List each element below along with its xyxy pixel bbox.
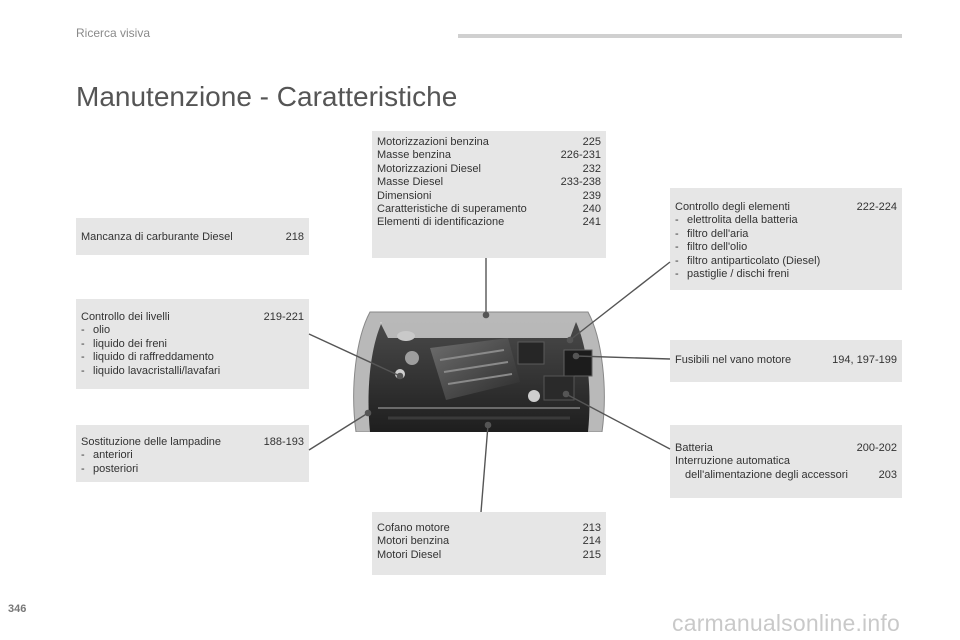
page-ref[interactable]: 226-231 — [560, 149, 601, 162]
page-ref[interactable]: 214 — [582, 535, 601, 548]
list-item: Motorizzazioni Diesel 232 — [377, 162, 601, 175]
page-ref[interactable]: 241 — [582, 216, 601, 229]
list-item: - olio — [81, 324, 111, 337]
page-ref[interactable]: 188-193 — [263, 436, 304, 448]
page-ref[interactable]: 225 — [582, 136, 601, 148]
list-item: - filtro antiparticolato (Diesel) — [675, 254, 821, 267]
list-item: - liquido lavacristalli/lavafari — [81, 364, 221, 377]
list-item: Controllo dei livelli 219-221 — [81, 311, 304, 323]
header-divider — [458, 34, 902, 38]
battery-box — [670, 425, 902, 498]
levels-box — [76, 299, 309, 389]
list-item: - filtro dell'aria — [675, 227, 749, 240]
list-item: - elettrolita della batteria — [675, 214, 798, 227]
list-item: - liquido dei freni — [81, 337, 167, 350]
page-ref[interactable]: 222-224 — [856, 201, 897, 213]
engine-specs-box — [372, 131, 606, 258]
list-item: Batteria 200-202 — [675, 442, 897, 454]
page-ref[interactable]: 219-221 — [263, 311, 304, 323]
list-item: - posteriori — [81, 462, 139, 475]
list-item: - anteriori — [81, 449, 133, 462]
list-item: - pastiglie / dischi freni — [675, 268, 790, 281]
page-ref[interactable]: 203 — [878, 468, 897, 481]
page-ref[interactable]: 200-202 — [856, 442, 897, 454]
list-item: Controllo degli elementi 222-224 — [675, 201, 897, 213]
page-ref[interactable]: 213 — [582, 522, 601, 534]
list-item: dell'alimentazione degli accessori 203 — [685, 468, 897, 481]
list-item: Caratteristiche di superamento 240 — [377, 203, 601, 216]
engine-bay-illustration — [348, 308, 610, 432]
page-ref[interactable]: 240 — [582, 203, 601, 216]
page-ref[interactable]: 194, 197-199 — [832, 354, 897, 366]
page-ref[interactable]: 232 — [582, 162, 601, 175]
list-item: Cofano motore 213 — [377, 522, 601, 534]
list-item: - liquido di raffreddamento — [81, 351, 214, 364]
list-item: Interruzione automatica — [675, 455, 790, 468]
page-title: Manutenzione - Caratteristiche — [76, 80, 458, 112]
list-item: Masse benzina 226-231 — [377, 149, 601, 162]
list-item: Masse Diesel 233-238 — [377, 176, 601, 189]
list-item: Sostituzione delle lampadine 188-193 — [81, 436, 304, 448]
elements-box — [670, 188, 902, 290]
page-ref[interactable]: 233-238 — [560, 176, 601, 189]
page-ref[interactable]: 218 — [285, 231, 304, 243]
fuses-box — [670, 340, 902, 382]
page-ref[interactable]: 215 — [582, 548, 601, 561]
list-item: - filtro dell'olio — [675, 241, 748, 254]
bonnet-box — [372, 512, 606, 575]
section-label: Ricerca visiva — [76, 26, 151, 40]
fuel-box — [76, 218, 309, 255]
list-item: Motori benzina 214 — [377, 535, 601, 548]
list-item: Mancanza di carburante Diesel 218 — [81, 231, 304, 243]
list-item: Motori Diesel 215 — [377, 548, 601, 561]
list-item: Fusibili nel vano motore 194, 197-199 — [675, 354, 897, 366]
list-item: Motorizzazioni benzina 225 — [377, 136, 601, 148]
page-ref[interactable]: 239 — [582, 189, 601, 202]
list-item: Elementi di identificazione 241 — [377, 216, 601, 229]
page-number: 346 — [8, 603, 27, 615]
lamps-box — [76, 425, 309, 482]
watermark: carmanualsonline.info — [672, 610, 900, 636]
list-item: Dimensioni 239 — [377, 189, 601, 202]
